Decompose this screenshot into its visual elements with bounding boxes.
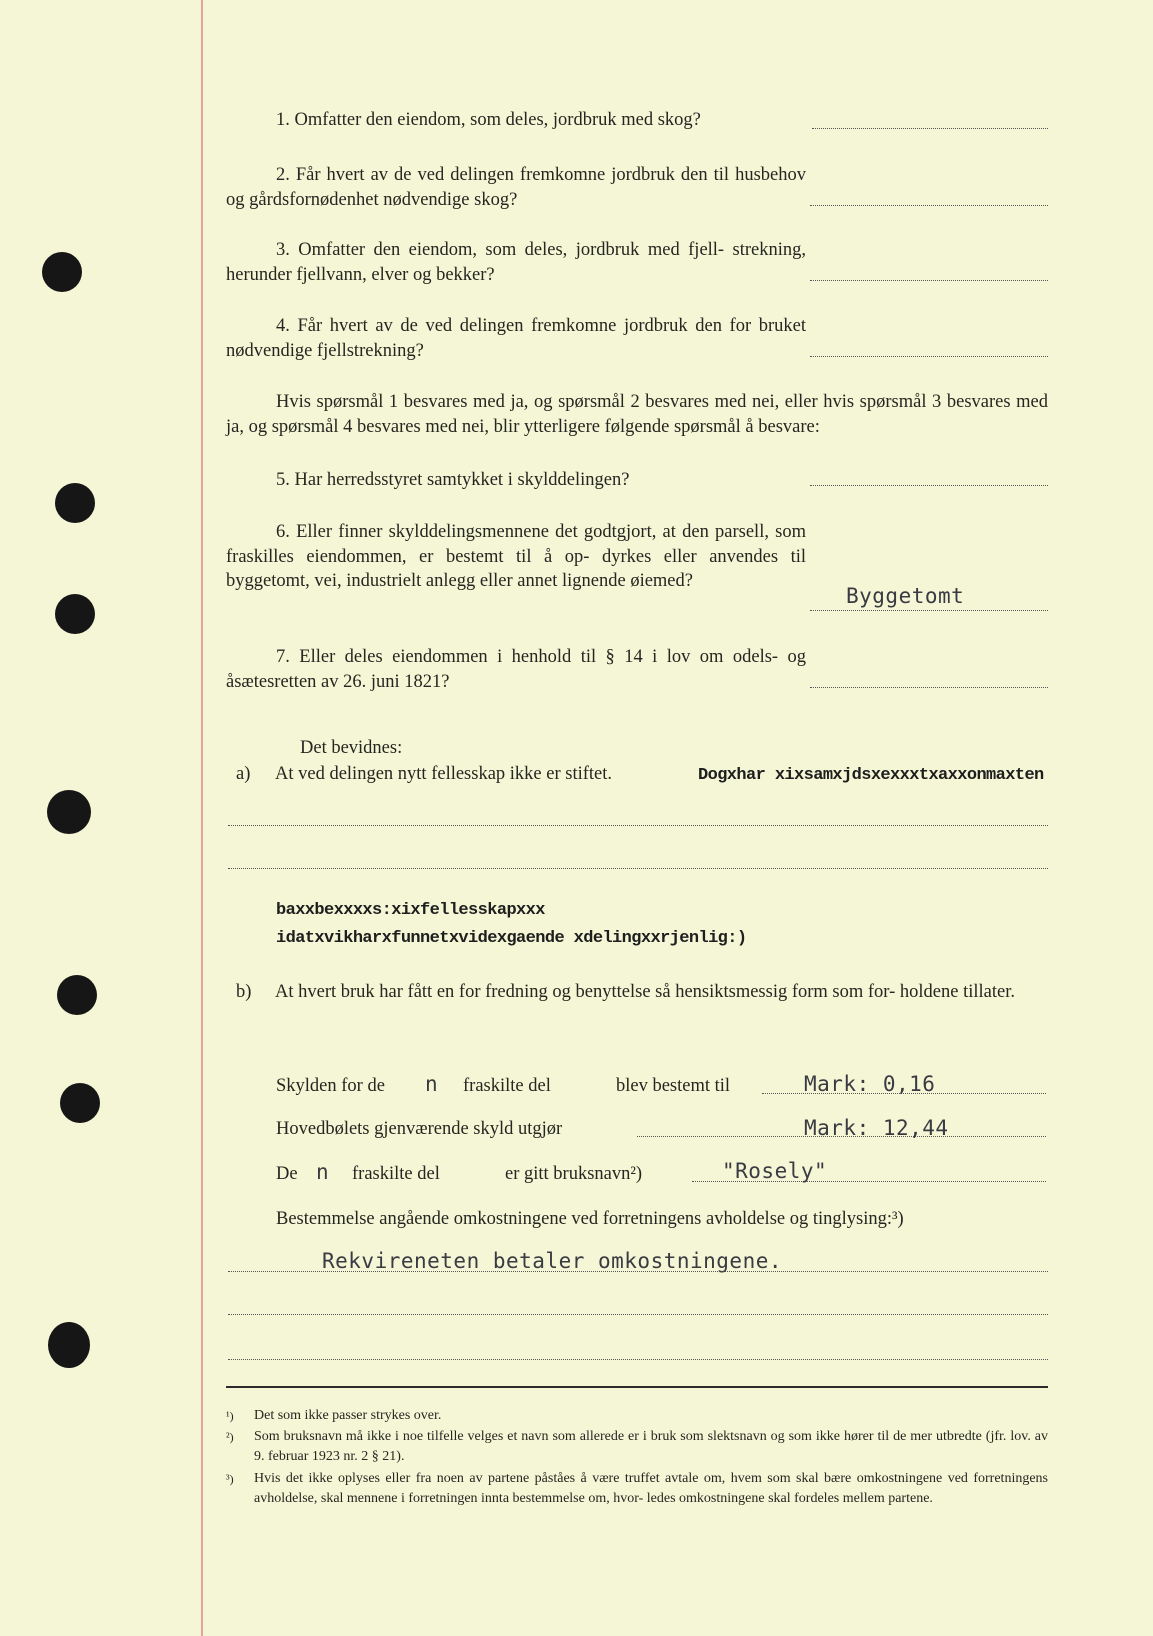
hovedbol-value: Mark: 12,44: [804, 1116, 949, 1140]
punch-hole: [47, 790, 91, 834]
attest-b-label: b): [236, 982, 252, 1002]
footnote-mark: ³): [226, 1472, 234, 1486]
struck-typed-text: Dogxhar xixsamxjdsxexxxtxaxxonmaxten: [698, 766, 1044, 785]
footnote-mark: ²): [226, 1430, 234, 1444]
question-5: 5. Har herredsstyret samtykket i skylddelingen?: [276, 470, 630, 490]
skyld-label: fraskilte del: [463, 1076, 551, 1096]
skyld-n: n: [425, 1072, 439, 1096]
struck-typed-text: idatxvikharxfunnetxvidexgaende xdelingxxrjenlig:): [276, 929, 747, 948]
footnote-3: [226, 1469, 1048, 1509]
answer-line: [810, 610, 1048, 611]
punch-hole: [42, 252, 82, 292]
struck-typed-text: baxxbexxxxs:xixfellesskapxxx: [276, 901, 545, 920]
question-1: 1. Omfatter den eiendom, som deles, jordbruk med skog?: [276, 110, 701, 130]
bruksnavn-label: fraskilte del: [352, 1164, 440, 1184]
cost-label: Bestemmelse angående omkostningene ved forretningens avholdelse og tinglysing:³): [276, 1209, 904, 1229]
answer-line: [228, 1271, 1048, 1272]
question-7: 7. Eller deles eiendommen i henhold til § 14 i lov om odels- og åsætesretten av 26. juni 1821?: [226, 647, 806, 692]
hovedbol-label: Hovedbølets gjenværende skyld utgjør: [276, 1119, 563, 1139]
margin-line: [201, 0, 203, 1636]
attest-a-label: a): [236, 764, 251, 784]
punch-hole: [60, 1083, 100, 1123]
footnote-rule: [226, 1386, 1048, 1388]
answer-line: [810, 687, 1048, 688]
attest-a-text: At ved delingen nytt fellesskap ikke er stiftet.: [275, 764, 613, 784]
condition-paragraph: Hvis spørsmål 1 besvares med ja, og spørsmål 2 besvares med nei, eller hvis spørsmål 3 besvares med ja, og spørsmål 4 besvares med nei, blir ytterligere følgende spørsmål å besvare:: [226, 392, 1048, 437]
bruksnavn-n: n: [316, 1160, 330, 1184]
answer-line: [810, 485, 1048, 486]
question-4: 4. Får hvert av de ved delingen fremkomne jordbruk den for bruket nødvendige fjellstrekning?: [226, 316, 806, 361]
footnote-2: [226, 1427, 1048, 1467]
answer-line: [810, 205, 1048, 206]
blank-line: [228, 868, 1048, 869]
bruksnavn-label: er gitt bruksnavn²): [505, 1164, 643, 1184]
footnote-1: [226, 1406, 1048, 1426]
attest-heading: Det bevidnes:: [300, 738, 403, 758]
skyld-label: Skylden for de: [276, 1076, 385, 1096]
footnote-text: Som bruksnavn må ikke i noe tilfelle velges et navn som allerede er i bruk som slektsnavn og som ikke hører til de mer utbredte (jfr. lov. av 9. februar 1923 nr. 2 § 21).: [254, 1429, 1048, 1464]
footnote-text: Hvis det ikke oplyses eller fra noen av partene påståes å være truffet avtale om, hvem som skal bære omkostningene ved forretningens avholdelse, skal mennene i forretningen innta bestemmelse om, hvor- ledes omkostningene skal fordeles mellem partene.: [254, 1471, 1048, 1506]
punch-hole: [48, 1322, 90, 1368]
question-6: 6. Eller finner skylddelingsmennene det godtgjort, at den parsell, som fraskilles eiendommen, er bestemt til å op- dyrkes eller anvendes til byggetomt, vei, industrielt anlegg eller annet lignende øiemed?: [226, 522, 806, 591]
answer-line: [810, 280, 1048, 281]
answer-line: [812, 128, 1048, 129]
punch-hole: [55, 594, 95, 634]
attest-b-text: At hvert bruk har fått en for fredning og benyttelse så hensiktsmessig form som for- holdene tillater.: [275, 982, 1015, 1002]
question-3: 3. Omfatter den eiendom, som deles, jordbruk med fjell- strekning, herunder fjellvann, elver og bekker?: [226, 240, 806, 285]
blank-line: [228, 825, 1048, 826]
skyld-label: blev bestemt til: [616, 1076, 731, 1096]
answer-6-value: Byggetomt: [846, 584, 965, 608]
bruksnavn-value: "Rosely": [722, 1159, 828, 1183]
footnote-text: Det som ikke passer strykes over.: [254, 1408, 442, 1423]
cost-value: Rekvireneten betaler omkostningene.: [322, 1249, 783, 1273]
punch-hole: [55, 483, 95, 523]
question-2: 2. Får hvert av de ved delingen fremkomne jordbruk den til husbehov og gårdsfornødenhet nødvendige skog?: [226, 165, 806, 210]
skyld-value: Mark: 0,16: [804, 1072, 936, 1096]
bruksnavn-label: De: [276, 1164, 298, 1184]
answer-line: [810, 356, 1048, 357]
footnote-mark: ¹): [226, 1409, 234, 1423]
punch-hole: [57, 975, 97, 1015]
blank-line: [228, 1359, 1048, 1360]
blank-line: [228, 1314, 1048, 1315]
